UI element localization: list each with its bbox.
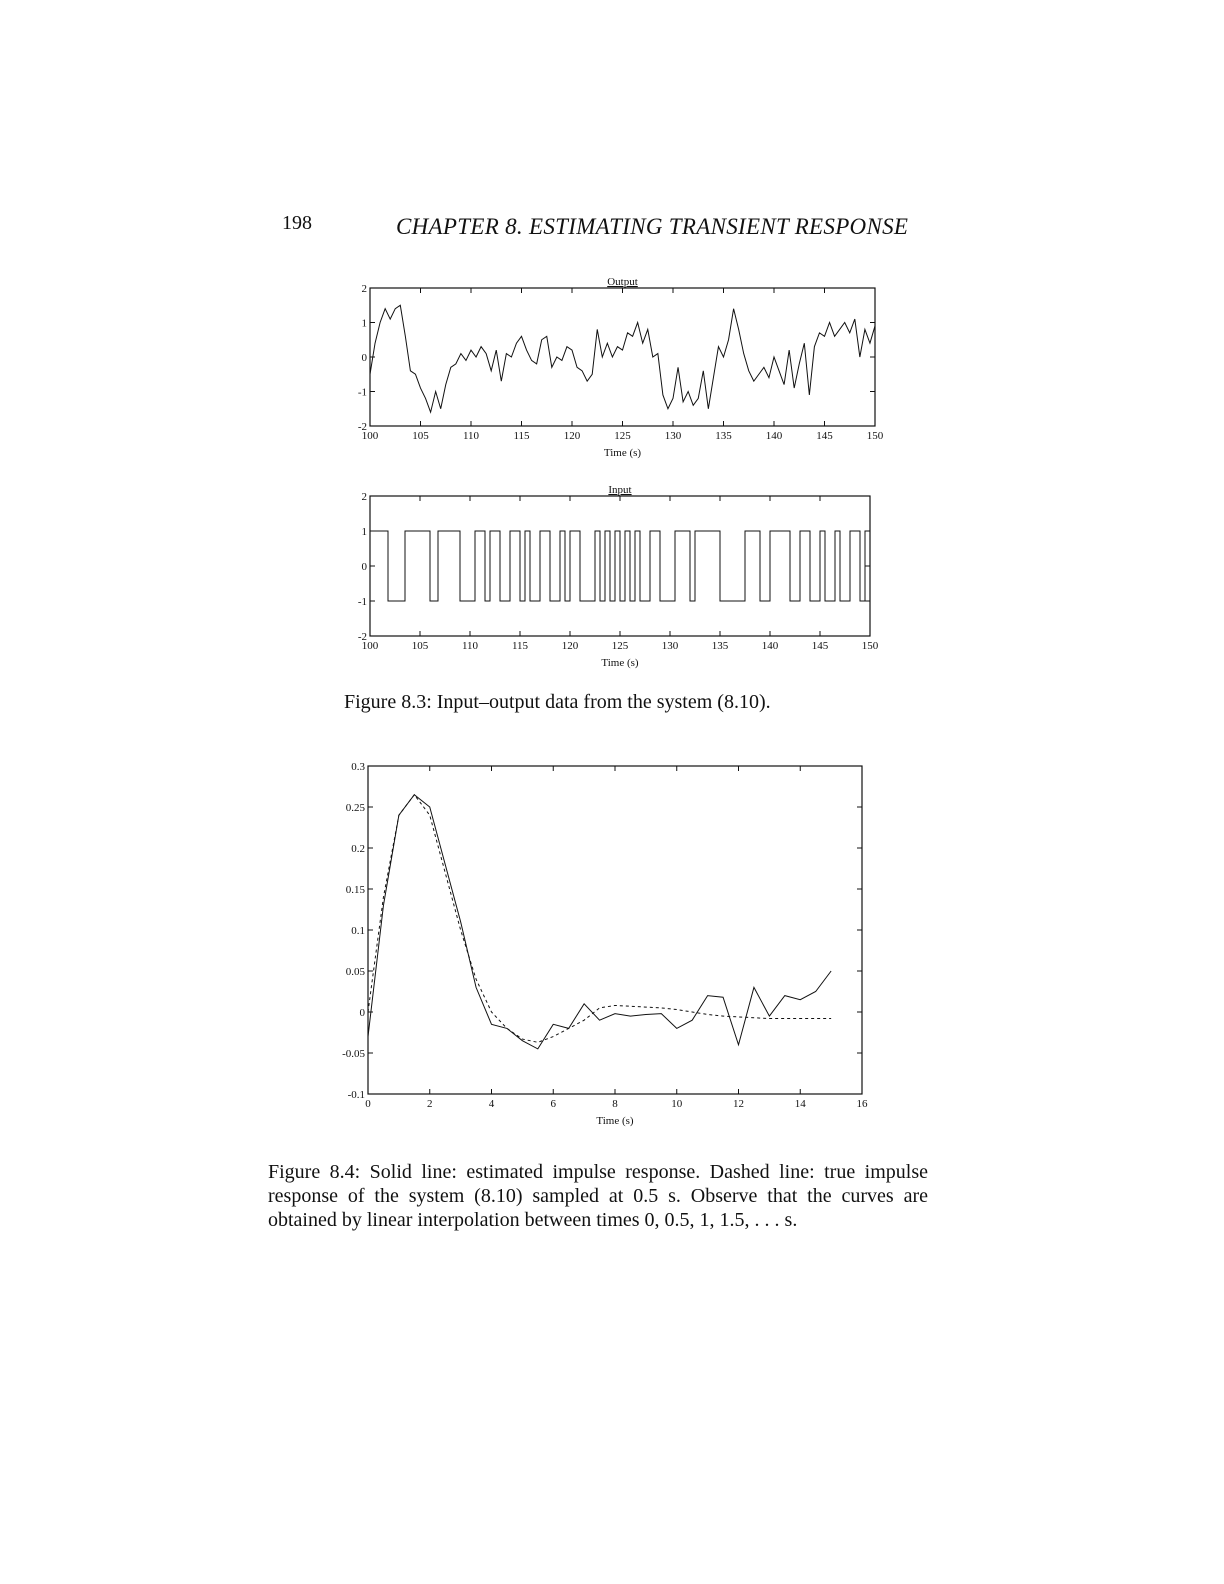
impulse-response-plot: [310, 750, 890, 1150]
x-tick-label: 115: [513, 430, 530, 442]
x-tick-label: 100: [361, 640, 379, 652]
y-tick-label: 0: [361, 561, 367, 573]
x-tick-label: 130: [664, 430, 682, 442]
x-tick-label: 105: [411, 640, 429, 652]
x-tick-label: 150: [861, 640, 879, 652]
y-tick-label: 0: [359, 1007, 365, 1019]
x-tick-label: 100: [361, 430, 379, 442]
series-line-solid: [370, 305, 875, 412]
y-tick-label: 0: [361, 352, 367, 364]
plot-frame: [370, 288, 875, 426]
y-tick-label: 0.3: [351, 761, 365, 773]
input-plot: [330, 474, 900, 674]
y-tick-label: -0.1: [347, 1089, 365, 1101]
x-tick-label: 10: [671, 1098, 683, 1110]
x-tick-label: 16: [856, 1098, 868, 1110]
y-tick-label: 0.25: [345, 802, 365, 814]
x-tick-label: 145: [811, 640, 829, 652]
y-tick-label: -0.05: [342, 1048, 365, 1060]
x-tick-label: 140: [761, 640, 779, 652]
x-axis-label: Time (s): [603, 447, 642, 459]
x-tick-label: 0: [365, 1098, 371, 1110]
chapter-title: CHAPTER 8. ESTIMATING TRANSIENT RESPONSE: [396, 214, 909, 239]
x-tick-label: 14: [794, 1098, 806, 1110]
x-tick-label: 8: [612, 1098, 618, 1110]
x-tick-label: 6: [550, 1098, 556, 1110]
plot-title: Output: [607, 276, 638, 288]
x-tick-label: 115: [511, 640, 529, 652]
x-tick-label: 145: [816, 430, 833, 442]
x-tick-label: 4: [488, 1098, 495, 1110]
x-tick-label: 130: [661, 640, 679, 652]
figure-8-4-caption: Figure 8.4: Solid line: estimated impulse response. Dashed line: true impulse response of the system (8.10) sampled at 0.5 s. Observe that the curves are obtained by linear interpolation between times 0, 0.5, 1, 1.5, . . . s.: [268, 1161, 928, 1231]
y-tick-label: 2: [361, 283, 367, 295]
x-axis-label: Time (s): [596, 1115, 634, 1127]
y-tick-label: 2: [361, 491, 367, 503]
y-tick-label: 1: [361, 526, 367, 538]
y-tick-label: 1: [361, 317, 367, 330]
series-line-dashed: [368, 795, 831, 1043]
x-tick-label: 120: [563, 430, 581, 442]
y-tick-label: 0.2: [351, 843, 365, 855]
x-tick-label: 150: [866, 430, 884, 442]
y-tick-label: -2: [357, 631, 367, 643]
y-tick-label: 0.1: [351, 925, 365, 937]
y-tick-label: -1: [357, 596, 367, 608]
x-tick-label: 110: [461, 640, 479, 652]
series-line-step: [370, 531, 870, 601]
output-plot: [330, 268, 900, 468]
x-tick-label: 125: [614, 430, 631, 442]
figure-8-3-caption: Figure 8.3: Input–output data from the system (8.10).: [344, 691, 771, 713]
x-tick-label: 12: [733, 1098, 744, 1110]
y-tick-label: 0.05: [345, 966, 365, 978]
x-axis-label: Time (s): [601, 657, 639, 669]
x-tick-label: 140: [765, 430, 783, 442]
x-tick-label: 120: [561, 640, 579, 652]
plot-frame: [368, 766, 862, 1094]
x-tick-label: 125: [611, 640, 629, 652]
x-tick-label: 105: [412, 430, 429, 442]
y-tick-label: -2: [357, 421, 367, 433]
series-line-solid: [368, 795, 831, 1049]
y-tick-label: 0.15: [345, 884, 365, 896]
x-tick-label: 110: [462, 430, 480, 442]
x-tick-label: 135: [715, 430, 732, 442]
page-header: [282, 212, 942, 252]
page-number: 198: [282, 212, 312, 234]
x-tick-label: 2: [427, 1098, 433, 1110]
plot-title: Input: [608, 484, 632, 496]
x-tick-label: 135: [711, 640, 729, 652]
y-tick-label: -1: [357, 386, 367, 399]
